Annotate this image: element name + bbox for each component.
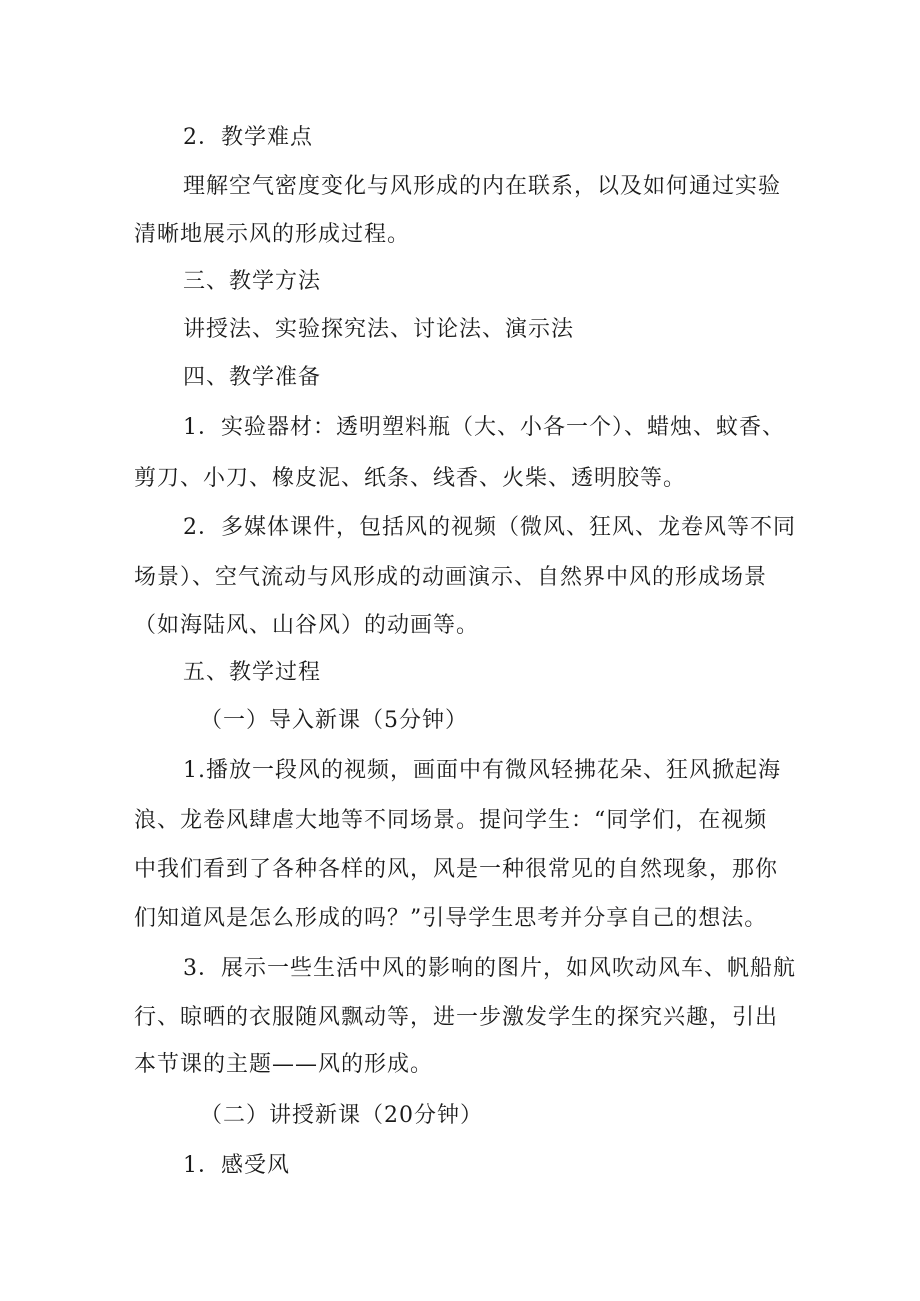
paragraph-line: 理解空气密度变化与风形成的内在联系，以及如何通过实验 bbox=[183, 174, 782, 199]
list-item-line: 1.播放一段风的视频，画面中有微风轻拂花朵、狂风掀起海 bbox=[183, 758, 781, 783]
paragraph-line: 清晰地展示风的形成过程。 bbox=[134, 222, 411, 247]
list-item-line: 浪、龙卷风肆虐大地等不同场景。提问学生：“同学们，在视频 bbox=[134, 808, 768, 833]
list-item-line: （如海陆风、山谷风）的动画等。 bbox=[134, 613, 480, 638]
list-item-heading: 1．感受风 bbox=[183, 1153, 290, 1178]
section-heading-process: 五、教学过程 bbox=[183, 660, 322, 685]
paragraph-line: 讲授法、实验探究法、讨论法、演示法 bbox=[183, 317, 575, 342]
list-item-line: 本节课的主题——风的形成。 bbox=[134, 1052, 434, 1077]
list-item-line: 中我们看到了各种各样的风，风是一种很常见的自然现象，那你 bbox=[134, 857, 779, 882]
list-item-line: 场景）、空气流动与风形成的动画演示、自然界中风的形成场景 bbox=[134, 565, 768, 590]
list-item-line: 2．多媒体课件，包括风的视频（微风、狂风、龙卷风等不同 bbox=[183, 515, 796, 540]
section-heading-preparation: 四、教学准备 bbox=[183, 365, 322, 390]
list-item-line: 们知道风是怎么形成的吗？”引导学生思考并分享自己的想法。 bbox=[134, 906, 768, 931]
subsection-heading-new-lesson: （二）讲授新课（20分钟） bbox=[200, 1103, 483, 1128]
list-item-line: 3．展示一些生活中风的影响的图片，如风吹动风车、帆船航 bbox=[183, 956, 796, 981]
section-heading-methods: 三、教学方法 bbox=[183, 269, 322, 294]
list-item-line: 1．实验器材：透明塑料瓶（大、小各一个）、蜡烛、蚊香、 bbox=[183, 415, 785, 440]
heading-teaching-difficulty: 2．教学难点 bbox=[183, 125, 313, 150]
list-item-line: 剪刀、小刀、橡皮泥、纸条、线香、火柴、透明胶等。 bbox=[134, 466, 687, 491]
subsection-heading-intro: （一）导入新课（5分钟） bbox=[200, 708, 468, 733]
list-item-line: 行、晾晒的衣服随风飘动等，进一步激发学生的探究兴趣，引出 bbox=[134, 1005, 779, 1030]
